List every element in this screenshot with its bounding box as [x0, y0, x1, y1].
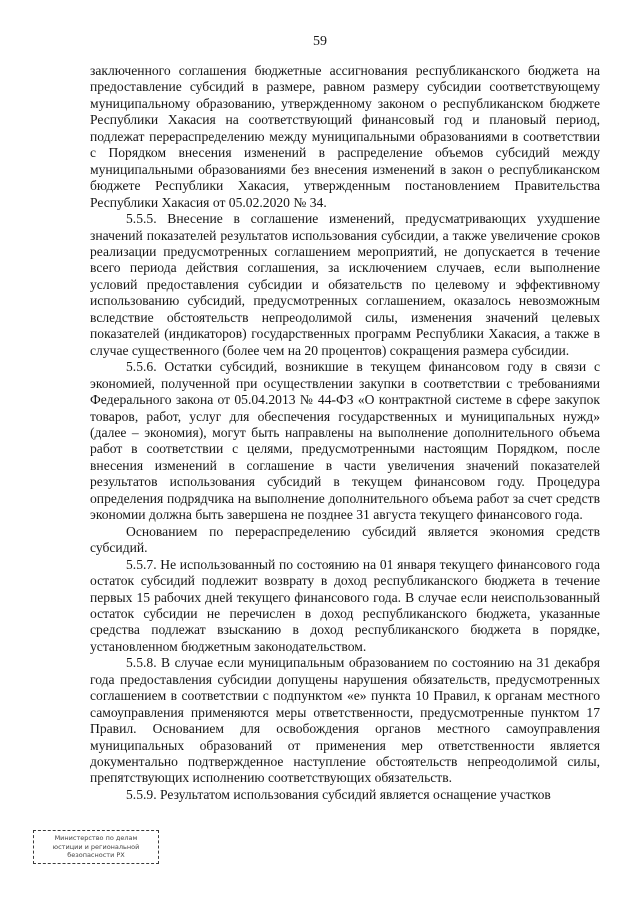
registration-stamp: [33, 830, 159, 864]
paragraph-5-5-8: 5.5.8. В случае если муниципальным образованием по состоянию на 31 декабря года предоставления субсидии допущены нарушения обязательств, предусмотренных соглашением в соответствии с подпунктом «е» пункта 10 Правил, к органам местного самоуправления применяются меры ответственности, предусмотренные пунктом 17 Правил. Основанием для освобождения органов местного самоуправления муниципальных образований от применения мер ответственности является документально подтвержденное наступление обстоятельств непреодолимой силы, препятствующих исполнению соответствующих обязательств.: [90, 655, 600, 786]
stamp-line: Министерство по делам: [54, 834, 138, 842]
stamp-line: безопасности РХ: [67, 851, 125, 859]
paragraph-5-5-5: 5.5.5. Внесение в соглашение изменений, предусматривающих ухудшение значений показателей результатов использования субсидии, а также увеличение сроков реализации предусмотренных соглашением мероприятий, не допускается в течение всего периода действия соглашения, за исключением случаев, если выполнение условий предоставления субсидии и обязательств по целевому и эффективному использованию субсидий, предусмотренных соглашением, оказалось невозможным вследствие обстоятельств непреодолимой силы, изменения значений целевых показателей (индикаторов) государственных программ Республики Хакасия, а также в случае существенного (более чем на 20 процентов) сокращения размера субсидии.: [90, 211, 600, 358]
paragraph-5-5-9: 5.5.9. Результатом использования субсидий является оснащение участков: [126, 786, 551, 802]
paragraph: Основанием по перераспределению субсидий является экономия средств субсидий.: [90, 523, 600, 556]
document-body: [90, 63, 600, 803]
paragraph: заключенного соглашения бюджетные ассигнования республиканского бюджета на предоставление субсидий в размере, равном размеру субсидии соответствующему муниципальному образованию, утвержденному законом о республиканском бюджете Республики Хакасия на соответствующий финансовый год и плановый период, подлежат перераспределению между муниципальными образованиями в соответствии с Порядком внесения изменений в распределение объемов субсидий между муниципальными образованиями без внесения изменений в закон о республиканском бюджете Республики Хакасия, утвержденным постановлением Правительства Республики Хакасия от 05.02.2020 № 34.: [90, 63, 600, 210]
page-number: 59: [313, 34, 327, 49]
stamp-line: юстиции и региональной: [52, 842, 140, 851]
paragraph-5-5-7: 5.5.7. Не использованный по состоянию на 01 января текущего финансового года остаток субсидий подлежит возврату в доход республиканского бюджета в течение первых 15 рабочих дней текущего финансового года. В случае если неиспользованный остаток субсидии не перечислен в доход республиканского бюджета, указанные средства подлежат взысканию в доход республиканского бюджета в порядке, установленном бюджетным законодательством.: [90, 556, 600, 654]
paragraph-5-5-6: 5.5.6. Остатки субсидий, возникшие в текущем финансовом году в связи с экономией, полученной при осуществлении закупки в соответствии с требованиями Федерального закона от 05.04.2013 № 44-ФЗ «О контрактной системе в сфере закупок товаров, работ, услуг для обеспечения государственных и муниципальных нужд» (далее – экономия), могут быть направлены на выполнение дополнительного объема работ в соответствии с целями, предусмотренными настоящим Порядком, после внесения изменений в соглашение в части увеличения значений показателей результатов использования субсидий в текущем финансовом году. Процедура определения подрядчика на выполнение дополнительного объема работ за счет средств экономии должна быть завершена не позднее 31 августа текущего финансового года.: [90, 359, 600, 523]
